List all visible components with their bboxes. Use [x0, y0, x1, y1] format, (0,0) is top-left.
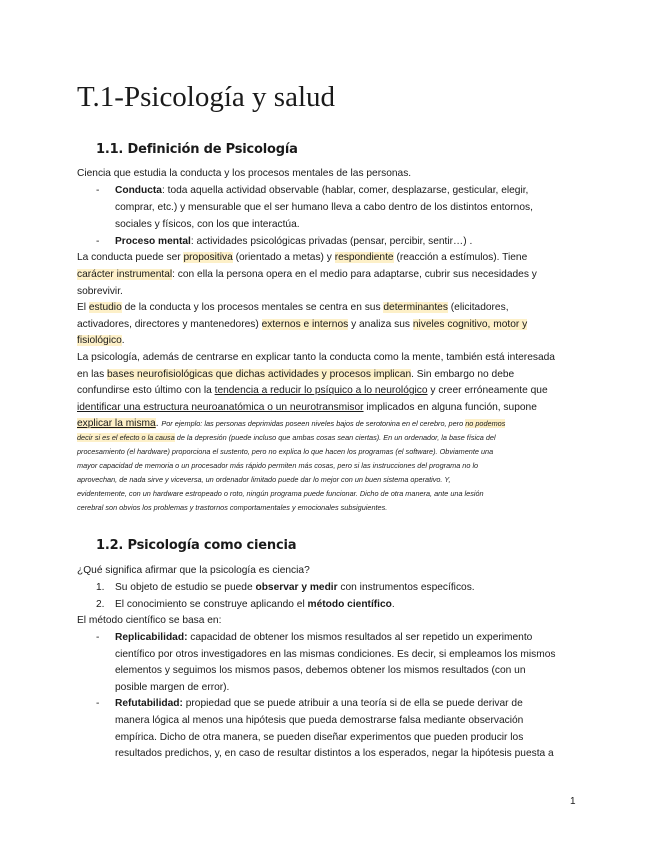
bullet-refutabilidad-line2: manera lógica al menos una hipótesis que pueda demostrarse falsa mediante observación — [115, 715, 524, 726]
bullet-replicabilidad-line3: elementos y seguimos los mismos pasos, debemos obtener los mismos resultados (con un — [115, 665, 526, 676]
highlight-niveles: niveles cognitivo, motor y — [412, 319, 528, 330]
highlight-propositiva: propositiva — [183, 252, 233, 263]
underline-tendencia: tendencia a reducir lo psíquico a lo neurológico — [214, 385, 428, 396]
bullet-replicabilidad: - Replicabilidad: capacidad de obtener los mismos resultados al ser repetido un experimento — [96, 632, 533, 643]
example-line4: mayor capacidad de memoria o un procesador más rápido permiten más cosas, pero si las instrucciones del programa no lo — [77, 461, 479, 470]
bullet-replicabilidad-line4: posible margen de error). — [115, 682, 230, 693]
page-title: T.1-Psicología y salud — [77, 81, 336, 113]
bullet-marker: - — [96, 698, 100, 709]
highlight-fisiologico: fisiológico — [77, 335, 122, 346]
bullet-replicabilidad-line2: científico por otros investigadores en las mismas condiciones. Es decir, si empleamos los mismos — [115, 649, 556, 660]
underline-identificar: identificar una estructura neuroanatómica o un neurotransmisor — [77, 402, 364, 413]
example-line3: procesamiento (el hardware) proporciona el sustento, pero no explica lo que hacen los programas (el software). Obviamente una — [77, 447, 494, 456]
highlight-caracter-instrumental: carácter instrumental — [77, 269, 173, 280]
page-number: 1 — [570, 796, 576, 807]
paragraph-psicologia-line1: La psicología, además de centrarse en explicar tanto la conducta como la mente, también está interesada — [77, 352, 555, 363]
example-line7: cerebral son obvios los problemas y trastornos comportamentales y emocionales subsiguientes. — [77, 503, 388, 512]
term-replicabilidad: Replicabilidad: — [115, 632, 188, 643]
highlight-estudio: estudio — [88, 302, 122, 313]
number-marker: 1. — [96, 582, 105, 593]
bullet-refutabilidad-line4: resultados predichos, y, en caso de resultar distintos a los esperados, negar la hipótesis puesta a — [115, 748, 554, 759]
bullet-proceso-mental: - Proceso mental: actividades psicológicas privadas (pensar, percibir, sentir…) . — [96, 236, 473, 247]
numbered-item-2: 2. El conocimiento se construye aplicando el método científico. — [96, 599, 395, 610]
paragraph-psicologia-line2: en las bases neurofisiológicas que dichas actividades y procesos implican. Sin embargo no debe — [77, 369, 515, 380]
example-line1: Por ejemplo: las personas deprimidas poseen niveles bajos de serotonina en el cerebro, pero no podemos — [161, 419, 506, 428]
example-line2: decir si es el efecto o la causa de la depresión (puede incluso que ambas cosas sean ciertas). En un ordenador, la base física del — [77, 433, 496, 442]
term-metodo-cientifico: método científico — [307, 599, 392, 610]
question-ciencia: ¿Qué significa afirmar que la psicología es ciencia? — [77, 565, 310, 576]
term-proceso-mental: Proceso mental — [115, 236, 191, 247]
term-refutabilidad: Refutabilidad: — [115, 698, 183, 709]
paragraph-psicologia-line5: explicar la misma. Por ejemplo: las personas deprimidas poseen niveles bajos de serotonina en el cerebro, pero no podemos — [77, 418, 506, 429]
bullet-marker: - — [96, 632, 100, 643]
bullet-conducta: - Conducta: toda aquella actividad observable (hablar, comer, desplazarse, gesticular, elegir, — [96, 185, 529, 196]
example-line5: aprovechan, de nada sirve y viceversa, un ordenador limitado puede dar lo mejor con un buen sistema operativo. Y, — [77, 475, 451, 484]
bullet-marker: - — [96, 185, 100, 196]
bullet-refutabilidad: - Refutabilidad: propiedad que se puede atribuir a una teoría si de ella se puede derivar de — [96, 698, 523, 709]
section-heading-ciencia: 1.2. Psicología como ciencia — [96, 538, 297, 553]
paragraph-psicologia-line3: confundirse esto último con la tendencia a reducir lo psíquico a lo neurológico y creer erróneamente que — [77, 385, 548, 396]
paragraph-estudio-line3: fisiológico. — [77, 335, 125, 346]
section-heading-definicion: 1.1. Definición de Psicología — [96, 142, 298, 157]
highlight-no-podemos: no podemos — [465, 419, 506, 428]
bullet-conducta-line3: sociales y físicos, con los que interactúa. — [115, 219, 300, 230]
term-observar-medir: observar y medir — [255, 582, 338, 593]
paragraph-conducta-line1: La conducta puede ser propositiva (orientado a metas) y respondiente (reacción a estímulos). Tiene — [77, 252, 528, 263]
definition-intro: Ciencia que estudia la conducta y los procesos mentales de las personas. — [77, 168, 412, 179]
numbered-item-1: 1. Su objeto de estudio se puede observar y medir con instrumentos específicos. — [96, 582, 475, 593]
term-conducta: Conducta — [115, 185, 162, 196]
paragraph-estudio-line1: El estudio de la conducta y los procesos mentales se centra en sus determinantes (elicitadores, — [77, 302, 509, 313]
highlight-externos-internos: externos e internos — [261, 319, 349, 330]
paragraph-conducta-line3: sobrevivir. — [77, 286, 123, 297]
example-line6: evidentemente, con un hardware estropeado o roto, ningún programa puede funcionar. Dicho de otra manera, ante una lesión — [77, 489, 484, 498]
underline-explicar: explicar la misma — [77, 418, 156, 429]
highlight-bases-neurofisiologicas: bases neurofisiológicas que dichas actividades y procesos implican — [107, 369, 412, 380]
paragraph-psicologia-line4: identificar una estructura neuroanatómica o un neurotransmisor implicados en alguna función, supone — [77, 402, 537, 413]
number-marker: 2. — [96, 599, 105, 610]
bullet-conducta-line2: comprar, etc.) y mensurable que el ser humano lleva a cabo dentro de los distintos entornos, — [115, 202, 533, 213]
highlight-determinantes: determinantes — [383, 302, 448, 313]
paragraph-estudio-line2: activadores, directores y mantenedores) externos e internos y analiza sus niveles cognitivo, motor y — [77, 319, 528, 330]
bullet-refutabilidad-line3: empírica. Dicho de otra manera, se pueden diseñar experimentos que pueden producir los — [115, 732, 524, 743]
highlight-respondiente: respondiente — [334, 252, 394, 263]
metodo-intro: El método científico se basa en: — [77, 615, 222, 626]
paragraph-conducta-line2: carácter instrumental: con ella la persona opera en el medio para adaptarse, cubrir sus necesidades y — [77, 269, 537, 280]
highlight-efecto-causa: decir si es el efecto o la causa — [77, 433, 175, 442]
bullet-marker: - — [96, 236, 100, 247]
